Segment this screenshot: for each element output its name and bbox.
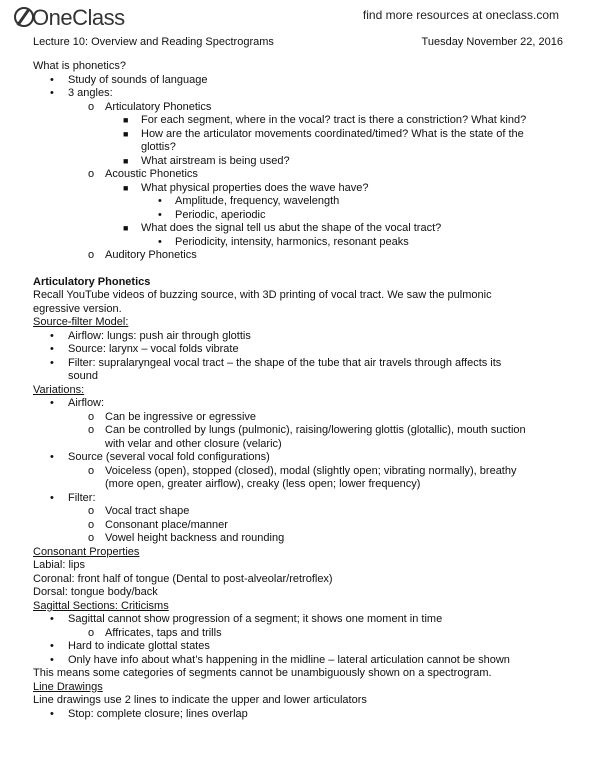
list-item (33, 343, 563, 357)
list-item-text: Auditory Phonetics (105, 249, 197, 261)
list-item (33, 101, 563, 115)
list-item (33, 613, 563, 627)
bullet-icon: • (50, 87, 54, 99)
list-item-continuation: (more open, greater airflow), creaky (less open; lower frequency) (105, 478, 421, 490)
list-item (33, 492, 563, 506)
document-body (33, 36, 563, 721)
bullet-icon: • (50, 653, 54, 666)
list-item (33, 168, 563, 182)
list-item-text: Consonant place/manner (105, 518, 228, 531)
paragraph-line: This means some categories of segments cannot be unambiguously shown on a spectrogram. (33, 667, 492, 679)
bullet-icon: • (50, 356, 54, 369)
list-item-text: Vocal tract shape (105, 505, 190, 517)
circle-bullet-icon: o (88, 100, 95, 113)
list-item (33, 708, 563, 722)
list-item-text: Airflow: (68, 397, 105, 409)
list-item-text: Can be controlled by lungs (pulmonic), raising/lowering glottis (glotallic), mouth suction (105, 424, 526, 436)
list-item-text: How are the articulator movements coordinated/timed? What is the state of the (141, 127, 524, 140)
list-item (33, 74, 563, 88)
lecture-date: Tuesday November 22, 2016 (421, 36, 563, 48)
list-item (33, 505, 563, 519)
circle-bullet-icon: o (88, 532, 95, 544)
list-item-text: For each segment, where in the vocal? tract is there a constriction? What kind? (141, 114, 527, 126)
subheading: Variations: (33, 383, 85, 396)
list-item-text: What physical properties does the wave have? (141, 181, 369, 194)
circle-bullet-icon: o (88, 424, 95, 436)
list-item (33, 451, 563, 465)
circle-bullet-icon: o (88, 464, 95, 477)
square-bullet-icon: ■ (123, 223, 129, 233)
bullet-icon: • (50, 491, 54, 504)
list-item (33, 87, 563, 101)
find-resources-link[interactable]: find more resources at oneclass.com (362, 8, 559, 22)
list-item-text: Acoustic Phonetics (105, 168, 198, 180)
lecture-title: Lecture 10: Overview and Reading Spectrograms (33, 36, 274, 48)
list-item (33, 654, 563, 668)
list-item (33, 627, 563, 641)
circle-bullet-icon: o (88, 249, 95, 261)
paragraph-line: Line drawings use 2 lines to indicate the upper and lower articulators (33, 694, 367, 706)
list-item (33, 182, 563, 196)
list-item (33, 357, 563, 371)
list-item-text: Only have info about what’s happening in the midline – lateral articulation cannot be shown (68, 653, 510, 666)
oneclass-logo[interactable] (14, 5, 125, 31)
page-header (0, 0, 595, 28)
list-item-text: Filter: supralaryngeal vocal tract – the shape of the tube that air travels through affects its (68, 356, 502, 369)
circle-bullet-icon: o (88, 168, 95, 180)
square-bullet-icon: ■ (123, 155, 129, 166)
list-item (33, 114, 563, 128)
circle-bullet-icon: o (88, 518, 95, 531)
list-item (33, 424, 563, 438)
list-item (33, 330, 563, 344)
list-item-text: Sagittal cannot show progression of a segment; it shows one moment in time (68, 613, 443, 625)
bullet-icon: • (50, 613, 54, 625)
list-item (33, 532, 563, 546)
list-item-text: Study of sounds of language (68, 73, 208, 86)
list-item-text: Source (several vocal fold configurations) (68, 451, 270, 463)
list-item-text: Can be ingressive or egressive (105, 410, 257, 423)
list-item (33, 222, 563, 236)
circle-bullet-icon: o (88, 626, 95, 639)
list-item (33, 397, 563, 411)
list-item-text: What does the signal tell us abut the shape of the vocal tract? (141, 222, 442, 234)
list-item-text: Amplitude, frequency, wavelength (175, 195, 340, 207)
list-item-text: Periodic, aperiodic (175, 208, 266, 221)
subheading: Sagittal Sections: Criticisms (33, 599, 169, 612)
list-item (33, 128, 563, 142)
bullet-icon: • (50, 343, 54, 355)
list-item (33, 209, 563, 223)
list-item (33, 465, 563, 479)
bullet-icon: • (50, 73, 54, 86)
list-item (33, 411, 563, 425)
bullet-icon: • (50, 707, 54, 720)
list-item-text: Stop: complete closure; lines overlap (68, 707, 248, 720)
list-item (33, 640, 563, 654)
list-item-text: Vowel height backness and rounding (105, 532, 285, 544)
square-bullet-icon: ■ (123, 115, 129, 125)
paragraph-line: Labial: lips (33, 559, 85, 571)
subheading: Source-filter Model: (33, 316, 129, 328)
list-item-text: Periodicity, intensity, harmonics, resonant peaks (175, 235, 409, 248)
logo-icon (14, 7, 34, 27)
bullet-icon: • (50, 451, 54, 463)
list-item-text: What airstream is being used? (141, 154, 290, 167)
list-item (33, 236, 563, 250)
list-item-continuation: glottis? (141, 141, 176, 153)
list-item (33, 249, 563, 263)
list-item-text: Filter: (68, 491, 96, 504)
list-item (33, 195, 563, 209)
bullet-icon: • (50, 329, 54, 342)
bullet-icon: • (158, 235, 162, 248)
section-heading: Articulatory Phonetics (33, 275, 151, 288)
list-item-text: Voiceless (open), stopped (closed), modal (slightly open; vibrating normally), breathy (105, 464, 517, 477)
list-item-text: Affricates, taps and trills (105, 626, 222, 639)
list-item-text: Airflow: lungs: push air through glottis (68, 329, 251, 342)
bullet-icon: • (50, 640, 54, 652)
circle-bullet-icon: o (88, 410, 95, 423)
bullet-icon: • (50, 397, 54, 409)
bullet-icon: • (158, 195, 162, 207)
spacer (33, 263, 563, 276)
paragraph-line: Dorsal: tongue body/back (33, 586, 158, 598)
bullet-icon: • (158, 208, 162, 221)
subheading: Line Drawings (33, 680, 103, 693)
list-item-text: Source: larynx – vocal folds vibrate (68, 343, 239, 355)
list-item (33, 155, 563, 169)
question-line: What is phonetics? (33, 60, 126, 72)
list-item (33, 519, 563, 533)
logo-text: OneClass (32, 5, 125, 30)
list-item-text: Hard to indicate glottal states (68, 640, 210, 652)
list-item-continuation: with velar and other closure (velaric) (105, 437, 282, 450)
square-bullet-icon: ■ (123, 182, 129, 193)
paragraph-line: egressive version. (33, 302, 122, 315)
list-item-continuation: sound (68, 370, 98, 382)
list-item-text: Articulatory Phonetics (105, 100, 212, 113)
paragraph-line: Coronal: front half of tongue (Dental to post-alveolar/retroflex) (33, 572, 333, 585)
lecture-header (33, 36, 563, 50)
list-item-text: 3 angles: (68, 87, 113, 99)
paragraph-line: Recall YouTube videos of buzzing source, with 3D printing of vocal tract. We saw the pulmonic (33, 289, 492, 301)
circle-bullet-icon: o (88, 505, 95, 517)
subheading: Consonant Properties (33, 545, 140, 558)
square-bullet-icon: ■ (123, 128, 129, 139)
